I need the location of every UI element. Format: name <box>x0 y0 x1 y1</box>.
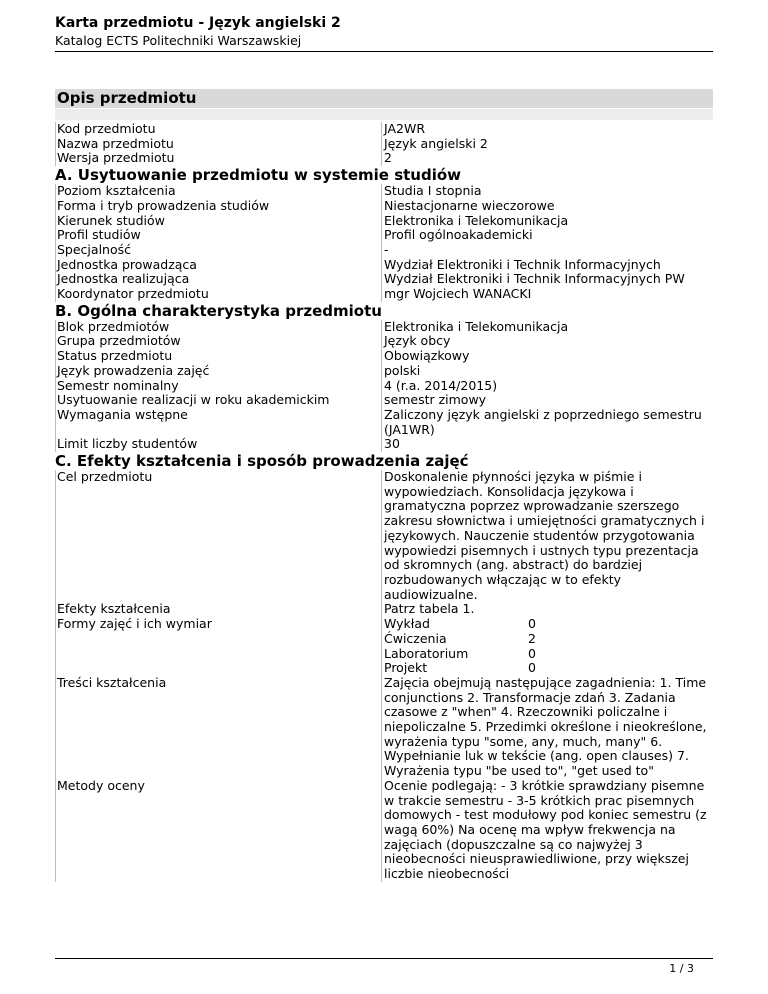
table-row <box>55 349 713 364</box>
row-label: Status przedmiotu <box>55 349 381 364</box>
class-form-hours: 2 <box>528 630 536 646</box>
row-label: Wersja przedmiotu <box>55 151 381 166</box>
class-form-name: Projekt <box>384 660 428 676</box>
table-row <box>55 272 713 287</box>
class-form-row <box>384 661 713 676</box>
section-c-table <box>55 470 713 882</box>
row-label: Grupa przedmiotów <box>55 334 381 349</box>
row-label: Treści kształcenia <box>55 676 381 779</box>
table-row <box>55 184 713 199</box>
section-b-table <box>55 320 713 452</box>
section-opis-heading: Opis przedmiotu <box>55 89 713 108</box>
table-row <box>55 199 713 214</box>
class-form-hours: 0 <box>528 645 536 661</box>
row-value: Elektronika i Telekomunikacja <box>381 320 713 335</box>
table-row <box>55 320 713 335</box>
row-value: Profil ogólnoakademicki <box>381 228 713 243</box>
table-row <box>55 214 713 229</box>
row-value: 30 <box>381 437 713 452</box>
section-spacer <box>55 109 713 120</box>
table-row <box>55 122 713 137</box>
table-row <box>55 228 713 243</box>
row-label: Nazwa przedmiotu <box>55 137 381 152</box>
table-row <box>55 779 713 882</box>
table-row <box>55 437 713 452</box>
row-label: Formy zajęć i ich wymiar <box>55 617 381 676</box>
row-label: Cel przedmiotu <box>55 470 381 602</box>
row-value: JA2WR <box>381 122 713 137</box>
table-row <box>55 470 713 602</box>
class-form-row <box>384 647 713 662</box>
section-b-heading: B. Ogólna charakterystyka przedmiotu <box>55 301 382 320</box>
class-form-row <box>384 617 713 632</box>
row-value: Patrz tabela 1. <box>381 602 713 617</box>
table-row <box>55 676 713 779</box>
row-value: 2 <box>381 151 713 166</box>
section-a-table <box>55 184 713 302</box>
table-row <box>55 258 713 273</box>
row-label: Jednostka prowadząca <box>55 258 381 273</box>
row-value: - <box>381 243 713 258</box>
table-row <box>55 151 713 166</box>
row-label: Metody oceny <box>55 779 381 882</box>
row-value: Język angielski 2 <box>381 137 713 152</box>
row-value: Niestacjonarne wieczorowe <box>381 199 713 214</box>
page-header <box>55 15 713 49</box>
table-row <box>55 364 713 379</box>
table-row <box>55 379 713 394</box>
row-value: Obowiązkowy <box>381 349 713 364</box>
course-card <box>55 89 713 882</box>
opis-table <box>55 122 713 166</box>
class-forms-table <box>381 617 713 676</box>
row-label: Blok przedmiotów <box>55 320 381 335</box>
row-value: Wydział Elektroniki i Technik Informacyjnych PW <box>381 272 713 287</box>
row-label: Usytuowanie realizacji w roku akademickim <box>55 393 381 408</box>
row-value: Elektronika i Telekomunikacja <box>381 214 713 229</box>
document-title: Karta przedmiotu - Język angielski 2 <box>55 15 341 31</box>
class-form-name: Ćwiczenia <box>384 630 447 646</box>
row-value: Wydział Elektroniki i Technik Informacyjnych <box>381 258 713 273</box>
row-label: Koordynator przedmiotu <box>55 287 381 302</box>
page-number: 1 / 3 <box>669 962 694 975</box>
row-value: Zaliczony język angielski z poprzedniego semestru (JA1WR) <box>381 408 713 437</box>
row-value: Doskonalenie płynności języka w piśmie i wypowiedziach. Konsolidacja językowa i gramatyczna poprzez wprowadzanie szerszego zakresu słownictwa i umiejętności gramatycznych i językowych. Nauczenie studentów przygotowania wypowiedzi pisemnych i ustnych typu prezentacja od skromnych (ang. abstract) do bardziej rozbudowanych włączając w to efekty audiowizualne. <box>381 470 713 602</box>
class-form-name: Wykład <box>384 616 430 632</box>
row-value: mgr Wojciech WANACKI <box>381 287 713 302</box>
row-label: Poziom kształcenia <box>55 184 381 199</box>
row-label: Wymagania wstępne <box>55 408 381 437</box>
table-row <box>55 408 713 437</box>
row-value: semestr zimowy <box>381 393 713 408</box>
row-label: Kierunek studiów <box>55 214 381 229</box>
row-label: Profil studiów <box>55 228 381 243</box>
header-divider <box>55 51 713 52</box>
row-label: Specjalność <box>55 243 381 258</box>
row-label: Kod przedmiotu <box>55 122 381 137</box>
class-form-name: Laboratorium <box>384 645 469 661</box>
row-label: Język prowadzenia zajęć <box>55 364 381 379</box>
row-label: Efekty kształcenia <box>55 602 381 617</box>
table-row <box>55 243 713 258</box>
table-row <box>55 393 713 408</box>
row-value: Ocenie podlegają: - 3 krótkie sprawdziany pisemne w trakcie semestru - 3-5 krótkich prac pisemnych domowych - test modułowy pod koniec semestru (z wagą 60%) Na ocenę ma wpływ frekwencja na zajęciach (dopuszczalne są co najwyżej 3 nieobecności nieusprawiedliwione, przy większej liczbie nieobecności <box>381 779 713 882</box>
table-row <box>55 602 713 617</box>
table-row <box>55 137 713 152</box>
row-value: Zajęcia obejmują następujące zagadnienia: 1. Time conjunctions 2. Transformacje zdań 3. Zadania czasowe z "when" 4. Rzeczowniki policzalne i niepoliczalne 5. Przedimki określone i nieokreślone, wyrażenia typu "some, any, much, many" 6. Wypełnianie luk w tekście (ang. open clauses) 7. Wyrażenia typu "be used to", "get used to" <box>381 676 713 779</box>
class-form-hours: 0 <box>528 660 536 676</box>
document-subtitle: Katalog ECTS Politechniki Warszawskiej <box>55 33 302 48</box>
row-label: Limit liczby studentów <box>55 437 381 452</box>
row-label: Semestr nominalny <box>55 379 381 394</box>
table-row <box>55 617 713 676</box>
class-form-row <box>384 632 713 647</box>
table-row <box>55 334 713 349</box>
section-c-heading: C. Efekty kształcenia i sposób prowadzenia zajęć <box>55 452 469 471</box>
class-form-hours: 0 <box>528 616 536 632</box>
table-row <box>55 287 713 302</box>
row-value: Język obcy <box>381 334 713 349</box>
footer-divider <box>55 958 713 959</box>
section-a-heading: A. Usytuowanie przedmiotu w systemie studiów <box>55 166 462 185</box>
row-label: Forma i tryb prowadzenia studiów <box>55 199 381 214</box>
row-label: Jednostka realizująca <box>55 272 381 287</box>
row-value: 4 (r.a. 2014/2015) <box>381 379 713 394</box>
row-value: polski <box>381 364 713 379</box>
row-value: Studia I stopnia <box>381 184 713 199</box>
